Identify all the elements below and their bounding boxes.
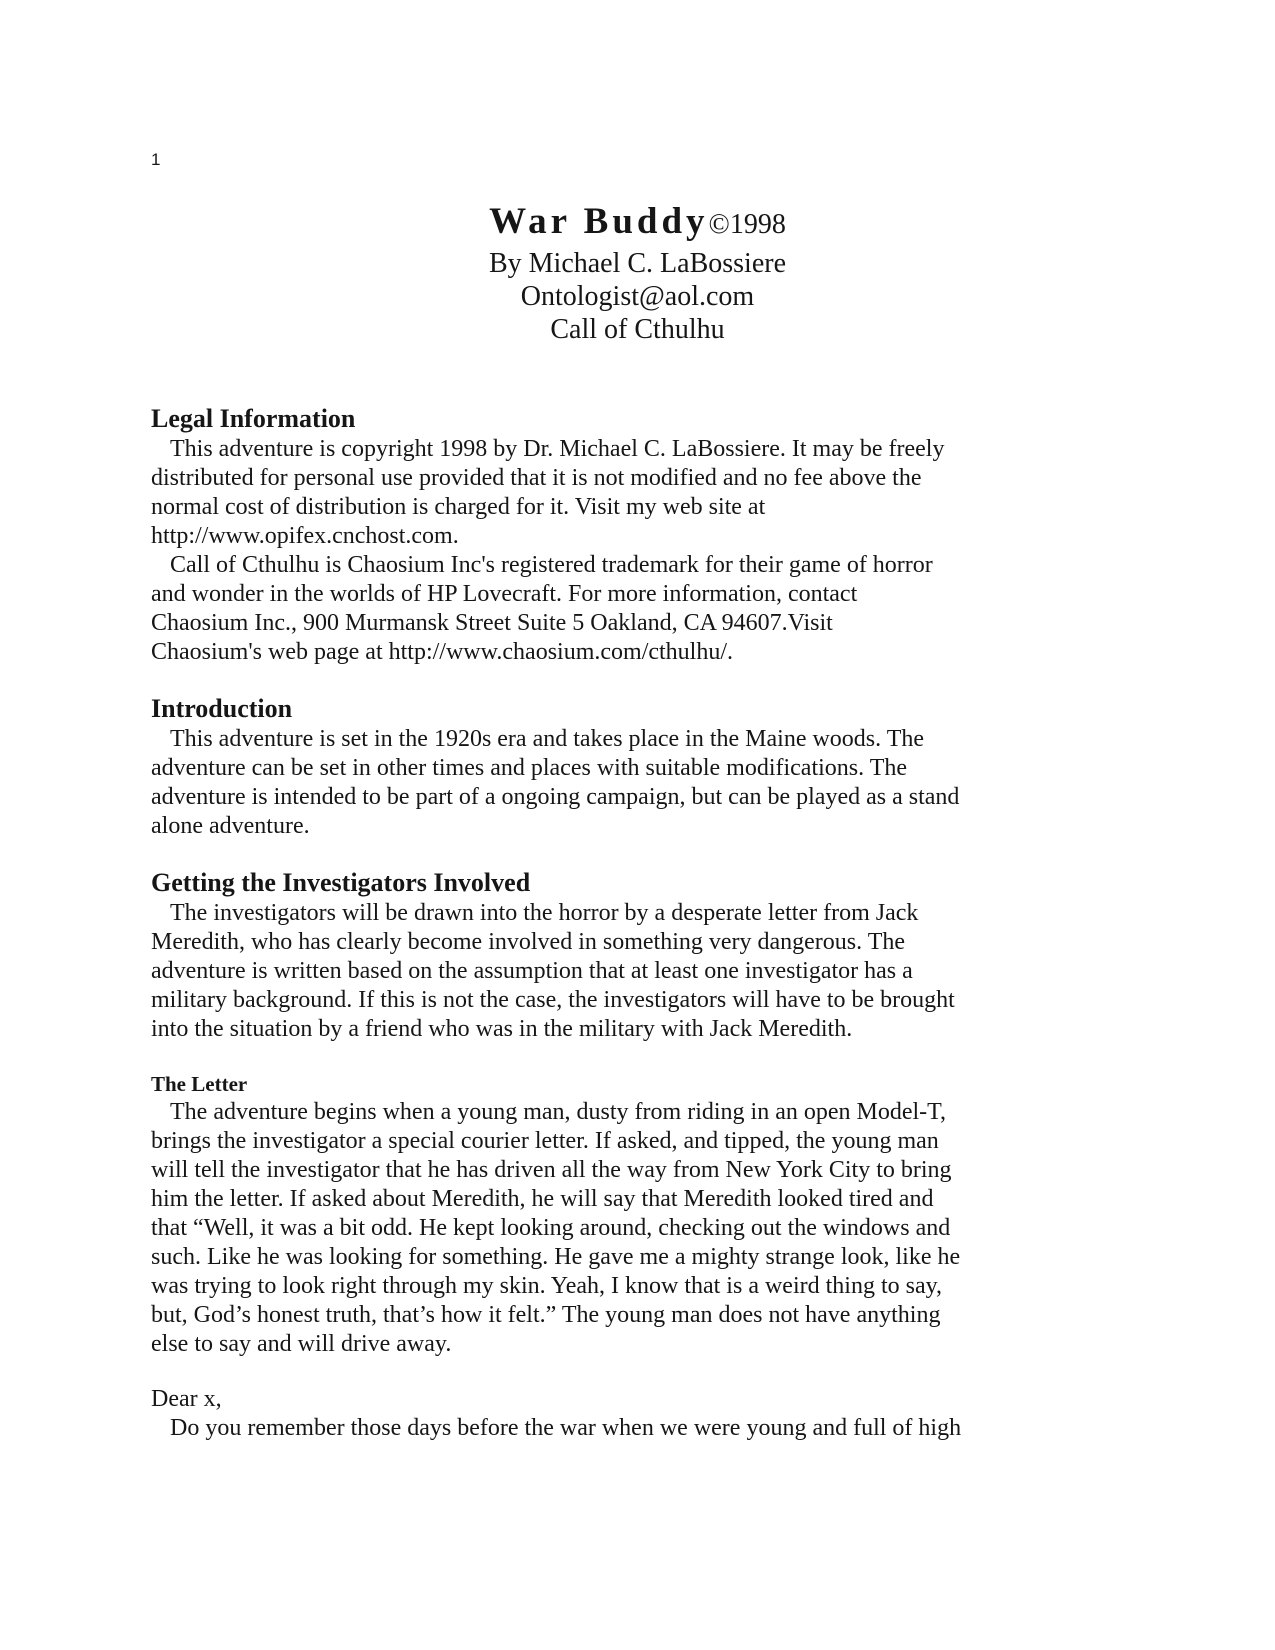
legal-line: distributed for personal use provided that it is not modified and no fee above the bbox=[151, 465, 922, 491]
letter-line: such. Like he was looking for something. He gave me a mighty strange look, like he bbox=[151, 1244, 961, 1270]
legal-line: normal cost of distribution is charged for it. Visit my web site at bbox=[151, 494, 766, 520]
letter-line: will tell the investigator that he has driven all the way from New York City to bring bbox=[151, 1157, 952, 1183]
intro-line: This adventure is set in the 1920s era and takes place in the Maine woods. The bbox=[170, 726, 925, 752]
legal-heading: Legal Information bbox=[151, 404, 356, 433]
spacer bbox=[151, 667, 1131, 693]
spacer bbox=[151, 841, 1131, 867]
document-title bbox=[0, 200, 1275, 247]
involved-line: The investigators will be drawn into the horror by a desperate letter from Jack bbox=[170, 900, 919, 926]
spacer bbox=[151, 1044, 1131, 1070]
email-line: Ontologist@aol.com bbox=[520, 281, 755, 312]
title-text: War Buddy bbox=[489, 201, 709, 242]
legal-line: and wonder in the worlds of HP Lovecraft. For more information, contact bbox=[151, 581, 858, 607]
spacer bbox=[151, 1359, 1131, 1385]
intro-line: adventure is intended to be part of a ongoing campaign, but can be played as a stand bbox=[151, 784, 960, 810]
involved-line: into the situation by a friend who was in the military with Jack Meredith. bbox=[151, 1016, 853, 1042]
letter-line: brings the investigator a special courier letter. If asked, and tipped, the young man bbox=[151, 1128, 939, 1154]
legal-line: Chaosium Inc., 900 Murmansk Street Suite 5 Oakland, CA 94607.Visit bbox=[151, 610, 833, 636]
involved-line: Meredith, who has clearly become involved in something very dangerous. The bbox=[151, 929, 906, 955]
title-block bbox=[0, 200, 1275, 346]
intro-line: adventure can be set in other times and places with suitable modifications. The bbox=[151, 755, 907, 781]
intro-line: alone adventure. bbox=[151, 813, 310, 839]
page-number: 1 bbox=[151, 150, 161, 169]
letter-line: was trying to look right through my skin. Yeah, I know that is a weird thing to say, bbox=[151, 1273, 943, 1299]
letter-heading: The Letter bbox=[151, 1072, 248, 1096]
letter-line: that “Well, it was a bit odd. He kept looking around, checking out the windows and bbox=[151, 1215, 951, 1241]
letter-body-line: Do you remember those days before the war when we were young and full of high bbox=[170, 1415, 962, 1441]
copyright-notice: ©1998 bbox=[708, 209, 786, 240]
letter-line: but, God’s honest truth, that’s how it felt.” The young man does not have anything bbox=[151, 1302, 941, 1328]
letter-line: The adventure begins when a young man, dusty from riding in an open Model-T, bbox=[170, 1099, 947, 1125]
legal-line: This adventure is copyright 1998 by Dr. Michael C. LaBossiere. It may be freely bbox=[170, 436, 945, 462]
legal-line: Call of Cthulhu is Chaosium Inc's registered trademark for their game of horror bbox=[170, 552, 933, 578]
legal-line: Chaosium's web page at http://www.chaosium.com/cthulhu/. bbox=[151, 639, 734, 665]
game-line: Call of Cthulhu bbox=[550, 314, 725, 345]
legal-line: http://www.opifex.cnchost.com. bbox=[151, 523, 459, 549]
letter-line: him the letter. If asked about Meredith, he will say that Meredith looked tired and bbox=[151, 1186, 934, 1212]
letter-line: else to say and will drive away. bbox=[151, 1331, 452, 1357]
involved-line: adventure is written based on the assumption that at least one investigator has a bbox=[151, 958, 913, 984]
document-body bbox=[151, 403, 1131, 1443]
author-line: By Michael C. LaBossiere bbox=[488, 248, 787, 279]
involved-line: military background. If this is not the case, the investigators will have to be brought bbox=[151, 987, 955, 1013]
letter-salutation: Dear x, bbox=[151, 1386, 222, 1412]
intro-heading: Introduction bbox=[151, 694, 293, 723]
involved-heading: Getting the Investigators Involved bbox=[151, 868, 531, 897]
